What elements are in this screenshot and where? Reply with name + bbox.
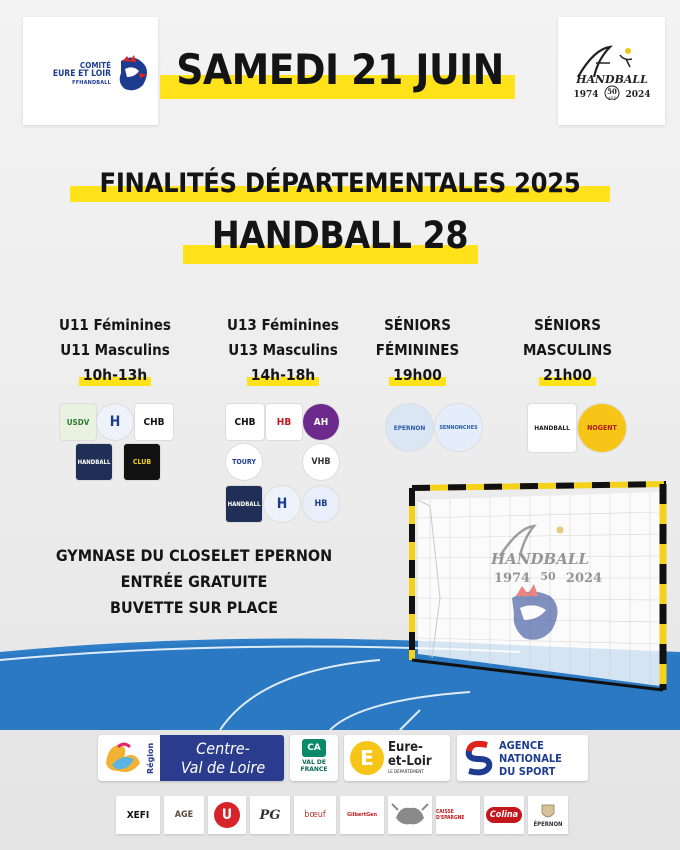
comite-logo-line3: FFHANDBALL <box>72 80 111 86</box>
category-u11-line2: U11 Masculins <box>60 341 170 359</box>
sponsor-age-label: AGE <box>174 810 194 820</box>
handball-goal <box>400 478 680 698</box>
club-badge-handball-navy-u13 <box>226 486 262 522</box>
sponsor-boeuf-label: bœuf <box>304 810 326 820</box>
sponsor-epernon <box>528 796 568 834</box>
club-badge-vhb-label: VHB <box>311 457 331 467</box>
sponsor-xefi <box>116 796 160 834</box>
club-logo-graphic <box>572 45 652 100</box>
event-subtitle: FINALITÉS DÉPARTEMENTALES 2025 <box>99 168 581 199</box>
category-u11 <box>50 313 180 388</box>
sponsor-gilbertgen <box>340 796 384 834</box>
eure-line2: et-Loir <box>388 754 432 769</box>
club-anniversary-logo <box>558 17 665 125</box>
club-logo-ans: ANS <box>608 96 616 100</box>
category-sf-line1: SÉNIORS <box>384 316 451 334</box>
category-sf-time: 19h00 <box>393 366 442 384</box>
category-u13-line1: U13 Féminines <box>227 316 339 334</box>
region-emblem <box>98 735 160 781</box>
club-badge-sennonches <box>435 404 482 451</box>
club-badge-black-yellow-label: CLUB <box>132 458 152 466</box>
club-badge-h-blue-u13 <box>264 486 300 522</box>
buvette-text: BUVETTE SUR PLACE <box>110 598 278 617</box>
category-sm-time: 21h00 <box>543 366 592 384</box>
super-u-icon: U <box>214 802 240 828</box>
rooster-icon <box>113 55 153 93</box>
club-badge-h-blue <box>97 404 133 440</box>
club-badge-chb-u13 <box>226 404 264 440</box>
credit-agricole-text <box>290 759 338 773</box>
category-u11-time-wrap <box>83 363 147 388</box>
club-logo-name: HANDBALL <box>576 73 648 86</box>
sponsor-animal-logo <box>388 796 432 834</box>
sponsor-credit-agricole <box>290 735 338 781</box>
sponsor-boeuf <box>294 796 336 834</box>
category-sf-time-wrap <box>393 363 442 388</box>
ans-line1: AGENCE <box>499 739 544 752</box>
club-badge-toury <box>226 444 262 480</box>
club-badge-h-u13-label: H <box>276 496 288 512</box>
category-sm-time-wrap <box>543 363 592 388</box>
club-badge-handball-navy-u13-label: HANDBALL <box>227 500 261 508</box>
club-logo-year-start: 1974 <box>573 90 599 100</box>
club-badge-chb <box>135 404 173 440</box>
club-badge-red <box>266 404 302 440</box>
club-badge-black-yellow <box>124 444 160 480</box>
club-badge-usdv-label: USDV <box>66 417 90 427</box>
sponsor-xefi-label: XEFI <box>126 809 150 821</box>
comite-logo <box>23 17 158 125</box>
eure-et-loir-text <box>388 741 450 776</box>
ans-text <box>499 739 587 778</box>
category-sm-line1: SÉNIORS <box>534 316 601 334</box>
sponsor-agence-nationale-sport <box>457 735 588 781</box>
club-badge-vhb <box>303 444 339 480</box>
club-logo-fifty: 50 <box>607 87 617 96</box>
sponsor-caisse-epargne <box>436 796 480 834</box>
club-badge-epernon <box>386 404 433 451</box>
category-seniors-masculins <box>510 313 625 388</box>
sponsor-epernon-label: ÉPERNON <box>533 820 563 828</box>
eure-line3: LE DÉPARTEMENT <box>388 770 424 775</box>
club-badge-purple-label: AH <box>313 416 329 428</box>
club-badge-sennonches-label: SENNONCHES <box>439 424 478 431</box>
event-title: HANDBALL 28 <box>211 214 469 257</box>
goal-logo-fifty: 50 <box>540 570 556 583</box>
event-date: SAMEDI 21 JUIN <box>176 45 504 94</box>
region-name-line1: Centre- <box>196 739 250 758</box>
category-u11-time: 10h-13h <box>82 366 148 384</box>
region-word: Région <box>146 742 155 774</box>
club-badge-epernon-label: EPERNON <box>393 423 426 432</box>
sponsor-caisse-epargne-label: CAISSE D'EPARGNE <box>436 809 465 821</box>
category-u11-line1: U11 Féminines <box>59 316 171 334</box>
ans-line2: NATIONALE <box>499 752 562 765</box>
credit-agricole-line3: FRANCE <box>300 766 328 773</box>
sponsor-age <box>164 796 204 834</box>
eure-et-loir-icon: E <box>350 741 384 775</box>
eure-line1: Eure- <box>388 740 423 755</box>
club-badge-nogent <box>578 404 626 452</box>
club-badge-handball-50-label: HANDBALL <box>534 424 570 432</box>
sponsor-super-u <box>208 796 246 834</box>
club-badge-chb-u13-label: CHB <box>234 416 256 428</box>
sponsor-colina <box>484 796 524 834</box>
club-badge-handball-50 <box>528 404 576 452</box>
region-name-line2: Val de Loire <box>180 758 266 777</box>
region-name <box>164 739 282 777</box>
club-badge-hb-blue-label: HB <box>314 499 328 509</box>
club-logo-year-end: 2024 <box>625 90 651 100</box>
comite-logo-line1: COMITÉ <box>79 61 111 70</box>
club-badge-h-label: H <box>109 414 121 430</box>
sponsor-pg <box>250 796 290 834</box>
sponsor-pg-label: PG <box>259 807 281 823</box>
club-badge-usdv <box>60 404 96 440</box>
venue-text: GYMNASE DU CLOSELET EPERNON <box>55 546 333 565</box>
sponsor-gilbertgen-label: GilbertGen <box>346 812 378 818</box>
club-badge-red-label: HB <box>276 416 292 428</box>
category-u13 <box>218 313 348 388</box>
club-badge-toury-label: TOURY <box>232 458 256 466</box>
club-badge-handball-navy-label: HANDBALL <box>77 458 111 466</box>
category-sf-line2: FÉMININES <box>375 341 460 359</box>
sponsor-region-centre <box>98 735 284 781</box>
credit-agricole-line2: VAL DE <box>302 759 326 766</box>
goal-logo-year-end: 2024 <box>565 571 603 586</box>
club-badge-nogent-label: NOGENT <box>587 424 617 432</box>
sponsor-colina-label: Colina <box>486 807 522 823</box>
goal-logo-year-start: 1974 <box>493 571 531 586</box>
category-u13-time: 14h-18h <box>250 366 316 384</box>
ans-line3: DU SPORT <box>499 765 556 778</box>
credit-agricole-icon: CA <box>302 739 326 757</box>
goal-logo-name: HANDBALL <box>491 550 589 568</box>
epernon-crest-icon <box>540 803 556 821</box>
comite-logo-text <box>31 61 111 87</box>
club-badge-purple <box>303 404 339 440</box>
comite-logo-line2: EURE ET LOIR <box>52 69 111 79</box>
event-info <box>40 543 348 621</box>
category-u13-line2: U13 Masculins <box>228 341 338 359</box>
club-badge-handball-navy <box>76 444 112 480</box>
category-seniors-feminines <box>360 313 475 388</box>
category-sm-line2: MASCULINS <box>522 341 613 359</box>
club-badge-chb-label: CHB <box>143 416 165 428</box>
bull-icon <box>390 800 430 830</box>
ans-logo-icon <box>461 739 495 777</box>
entry-text: ENTRÉE GRATUITE <box>120 572 268 591</box>
category-u13-time-wrap <box>251 363 315 388</box>
club-badge-hb-blue <box>303 486 339 522</box>
sponsor-eure-et-loir <box>344 735 450 781</box>
